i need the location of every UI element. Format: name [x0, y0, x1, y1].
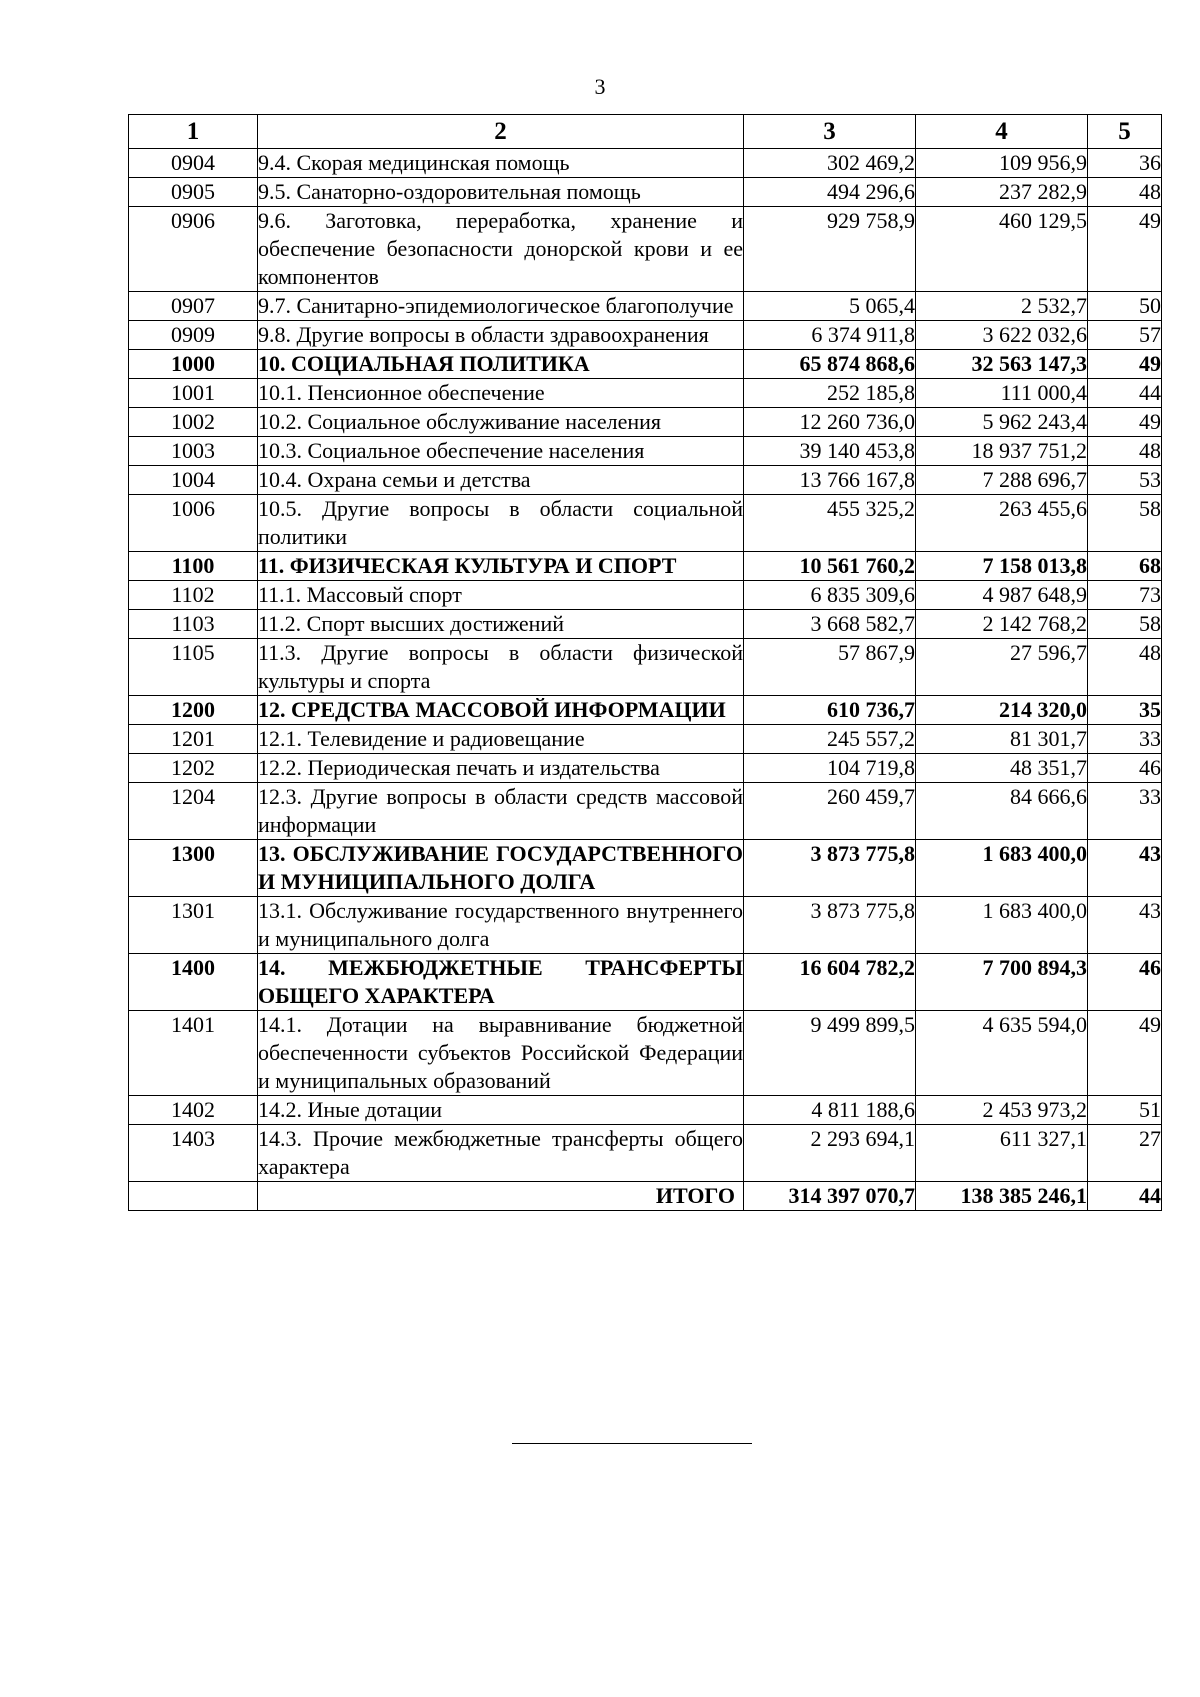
- row-code: 1204: [129, 783, 258, 840]
- row-name: 11. ФИЗИЧЕСКАЯ КУЛЬТУРА И СПОРТ: [258, 552, 744, 581]
- row-code: 1301: [129, 897, 258, 954]
- row-col5-value: 49: [1088, 1011, 1162, 1096]
- closing-rule: [512, 1443, 752, 1444]
- row-col3-value: 12 260 736,0: [744, 408, 916, 437]
- row-name: 10.1. Пенсионное обеспечение: [258, 379, 744, 408]
- row-name: 10.4. Охрана семьи и детства: [258, 466, 744, 495]
- row-col4-value: 7 288 696,7: [916, 466, 1088, 495]
- table-row: [129, 696, 1162, 725]
- row-col4-value: 460 129,5: [916, 207, 1088, 292]
- row-col4-value: 81 301,7: [916, 725, 1088, 754]
- row-code: 1002: [129, 408, 258, 437]
- row-name: 14.1. Дотации на выравнивание бюджетной обеспеченности субъектов Российской Федерации и муниципальных образований: [258, 1011, 744, 1096]
- row-col5-value: 49: [1088, 350, 1162, 379]
- row-col3-value: 2 293 694,1: [744, 1125, 916, 1182]
- row-col5-value: 43: [1088, 897, 1162, 954]
- row-code: 1102: [129, 581, 258, 610]
- row-code: 1001: [129, 379, 258, 408]
- header-col-3: 3: [744, 115, 916, 149]
- table-row: [129, 379, 1162, 408]
- table-row: [129, 610, 1162, 639]
- row-code: 1200: [129, 696, 258, 725]
- row-col3-value: 104 719,8: [744, 754, 916, 783]
- table-row: [129, 954, 1162, 1011]
- total-label: ИТОГО: [258, 1182, 744, 1211]
- table-row: [129, 149, 1162, 178]
- row-col3-value: 302 469,2: [744, 149, 916, 178]
- table-row: [129, 408, 1162, 437]
- row-col3-value: 494 296,6: [744, 178, 916, 207]
- row-name: 14.3. Прочие межбюджетные трансферты общего характера: [258, 1125, 744, 1182]
- table-row: [129, 1096, 1162, 1125]
- row-col5-value: 53: [1088, 466, 1162, 495]
- total-col5-value: 44: [1088, 1182, 1162, 1211]
- row-code: 1003: [129, 437, 258, 466]
- row-col3-value: 4 811 188,6: [744, 1096, 916, 1125]
- table-row: [129, 725, 1162, 754]
- header-col-1: 1: [129, 115, 258, 149]
- table-row: [129, 350, 1162, 379]
- row-name: 9.4. Скорая медицинская помощь: [258, 149, 744, 178]
- row-code: 0907: [129, 292, 258, 321]
- row-col5-value: 48: [1088, 178, 1162, 207]
- row-col4-value: 237 282,9: [916, 178, 1088, 207]
- table-row: [129, 581, 1162, 610]
- row-name: 10.2. Социальное обслуживание населения: [258, 408, 744, 437]
- row-col5-value: 36: [1088, 149, 1162, 178]
- row-col5-value: 46: [1088, 754, 1162, 783]
- row-col3-value: 5 065,4: [744, 292, 916, 321]
- row-col5-value: 58: [1088, 495, 1162, 552]
- row-name: 11.3. Другие вопросы в области физической культуры и спорта: [258, 639, 744, 696]
- row-col4-value: 5 962 243,4: [916, 408, 1088, 437]
- row-col5-value: 44: [1088, 379, 1162, 408]
- row-name: 9.8. Другие вопросы в области здравоохранения: [258, 321, 744, 350]
- row-code: 1103: [129, 610, 258, 639]
- row-col5-value: 48: [1088, 639, 1162, 696]
- row-name: 10. СОЦИАЛЬНАЯ ПОЛИТИКА: [258, 350, 744, 379]
- row-col4-value: 2 142 768,2: [916, 610, 1088, 639]
- row-col4-value: 18 937 751,2: [916, 437, 1088, 466]
- row-col3-value: 16 604 782,2: [744, 954, 916, 1011]
- row-code: 1006: [129, 495, 258, 552]
- table-row: [129, 321, 1162, 350]
- row-col5-value: 48: [1088, 437, 1162, 466]
- row-col5-value: 35: [1088, 696, 1162, 725]
- total-col4-value: 138 385 246,1: [916, 1182, 1088, 1211]
- table-header-row: [129, 115, 1162, 149]
- row-code: 1401: [129, 1011, 258, 1096]
- row-name: 9.7. Санитарно-эпидемиологическое благополучие: [258, 292, 744, 321]
- header-col-4: 4: [916, 115, 1088, 149]
- row-name: 13. ОБСЛУЖИВАНИЕ ГОСУДАРСТВЕННОГО И МУНИЦИПАЛЬНОГО ДОЛГА: [258, 840, 744, 897]
- table-row: [129, 840, 1162, 897]
- table-row: [129, 178, 1162, 207]
- row-name: 10.3. Социальное обеспечение населения: [258, 437, 744, 466]
- row-col4-value: 4 987 648,9: [916, 581, 1088, 610]
- total-row: [129, 1182, 1162, 1211]
- row-col4-value: 611 327,1: [916, 1125, 1088, 1182]
- row-col3-value: 252 185,8: [744, 379, 916, 408]
- row-col5-value: 49: [1088, 408, 1162, 437]
- row-name: 9.5. Санаторно-оздоровительная помощь: [258, 178, 744, 207]
- table-row: [129, 897, 1162, 954]
- row-col3-value: 455 325,2: [744, 495, 916, 552]
- row-col5-value: 68: [1088, 552, 1162, 581]
- table-row: [129, 437, 1162, 466]
- row-col3-value: 39 140 453,8: [744, 437, 916, 466]
- row-col4-value: 1 683 400,0: [916, 840, 1088, 897]
- row-name: 10.5. Другие вопросы в области социальной политики: [258, 495, 744, 552]
- budget-table: [128, 114, 1162, 1211]
- table-row: [129, 754, 1162, 783]
- row-name: 14. МЕЖБЮДЖЕТНЫЕ ТРАНСФЕРТЫ ОБЩЕГО ХАРАКТЕРА: [258, 954, 744, 1011]
- row-code: 1105: [129, 639, 258, 696]
- row-col4-value: 111 000,4: [916, 379, 1088, 408]
- table-row: [129, 466, 1162, 495]
- row-col5-value: 50: [1088, 292, 1162, 321]
- row-col4-value: 3 622 032,6: [916, 321, 1088, 350]
- row-col3-value: 13 766 167,8: [744, 466, 916, 495]
- row-col5-value: 58: [1088, 610, 1162, 639]
- row-col4-value: 214 320,0: [916, 696, 1088, 725]
- row-code: 1201: [129, 725, 258, 754]
- row-name: 12.1. Телевидение и радиовещание: [258, 725, 744, 754]
- table-row: [129, 1125, 1162, 1182]
- table-row: [129, 292, 1162, 321]
- row-name: 11.1. Массовый спорт: [258, 581, 744, 610]
- row-name: 12.2. Периодическая печать и издательства: [258, 754, 744, 783]
- row-col3-value: 9 499 899,5: [744, 1011, 916, 1096]
- table-row: [129, 552, 1162, 581]
- row-code: 1202: [129, 754, 258, 783]
- row-col5-value: 33: [1088, 725, 1162, 754]
- table-row: [129, 1011, 1162, 1096]
- row-col4-value: 1 683 400,0: [916, 897, 1088, 954]
- row-col3-value: 3 873 775,8: [744, 897, 916, 954]
- row-col3-value: 3 668 582,7: [744, 610, 916, 639]
- row-col4-value: 2 453 973,2: [916, 1096, 1088, 1125]
- row-col4-value: 32 563 147,3: [916, 350, 1088, 379]
- total-code: [129, 1182, 258, 1211]
- row-col3-value: 6 835 309,6: [744, 581, 916, 610]
- row-col5-value: 57: [1088, 321, 1162, 350]
- page-number: 3: [594, 74, 606, 99]
- row-name: 11.2. Спорт высших достижений: [258, 610, 744, 639]
- total-col3-value: 314 397 070,7: [744, 1182, 916, 1211]
- row-col5-value: 51: [1088, 1096, 1162, 1125]
- row-name: 13.1. Обслуживание государственного внутреннего и муниципального долга: [258, 897, 744, 954]
- row-col4-value: 7 158 013,8: [916, 552, 1088, 581]
- row-code: 1400: [129, 954, 258, 1011]
- row-col4-value: 84 666,6: [916, 783, 1088, 840]
- row-col3-value: 610 736,7: [744, 696, 916, 725]
- row-col3-value: 929 758,9: [744, 207, 916, 292]
- row-col4-value: 2 532,7: [916, 292, 1088, 321]
- row-col5-value: 33: [1088, 783, 1162, 840]
- row-code: 0909: [129, 321, 258, 350]
- row-col5-value: 43: [1088, 840, 1162, 897]
- row-col3-value: 260 459,7: [744, 783, 916, 840]
- row-col5-value: 49: [1088, 207, 1162, 292]
- row-code: 1004: [129, 466, 258, 495]
- row-name: 12.3. Другие вопросы в области средств массовой информации: [258, 783, 744, 840]
- table-row: [129, 495, 1162, 552]
- row-col4-value: 109 956,9: [916, 149, 1088, 178]
- table-row: [129, 639, 1162, 696]
- table-row: [129, 783, 1162, 840]
- row-code: 1000: [129, 350, 258, 379]
- row-col3-value: 6 374 911,8: [744, 321, 916, 350]
- row-col3-value: 65 874 868,6: [744, 350, 916, 379]
- row-code: 1100: [129, 552, 258, 581]
- row-code: 1300: [129, 840, 258, 897]
- row-name: 14.2. Иные дотации: [258, 1096, 744, 1125]
- row-col3-value: 10 561 760,2: [744, 552, 916, 581]
- row-col4-value: 27 596,7: [916, 639, 1088, 696]
- row-code: 0905: [129, 178, 258, 207]
- header-col-5: 5: [1088, 115, 1162, 149]
- table-row: [129, 207, 1162, 292]
- row-col4-value: 48 351,7: [916, 754, 1088, 783]
- row-code: 0904: [129, 149, 258, 178]
- row-col3-value: 245 557,2: [744, 725, 916, 754]
- row-col4-value: 263 455,6: [916, 495, 1088, 552]
- row-col3-value: 57 867,9: [744, 639, 916, 696]
- row-name: 9.6. Заготовка, переработка, хранение и обеспечение безопасности донорской крови и ее компонентов: [258, 207, 744, 292]
- row-col5-value: 27: [1088, 1125, 1162, 1182]
- row-col5-value: 73: [1088, 581, 1162, 610]
- row-col4-value: 4 635 594,0: [916, 1011, 1088, 1096]
- header-col-2: 2: [258, 115, 744, 149]
- row-name: 12. СРЕДСТВА МАССОВОЙ ИНФОРМАЦИИ: [258, 696, 744, 725]
- row-col5-value: 46: [1088, 954, 1162, 1011]
- row-col4-value: 7 700 894,3: [916, 954, 1088, 1011]
- row-code: 1402: [129, 1096, 258, 1125]
- table-body: [129, 149, 1162, 1211]
- row-col3-value: 3 873 775,8: [744, 840, 916, 897]
- row-code: 1403: [129, 1125, 258, 1182]
- row-code: 0906: [129, 207, 258, 292]
